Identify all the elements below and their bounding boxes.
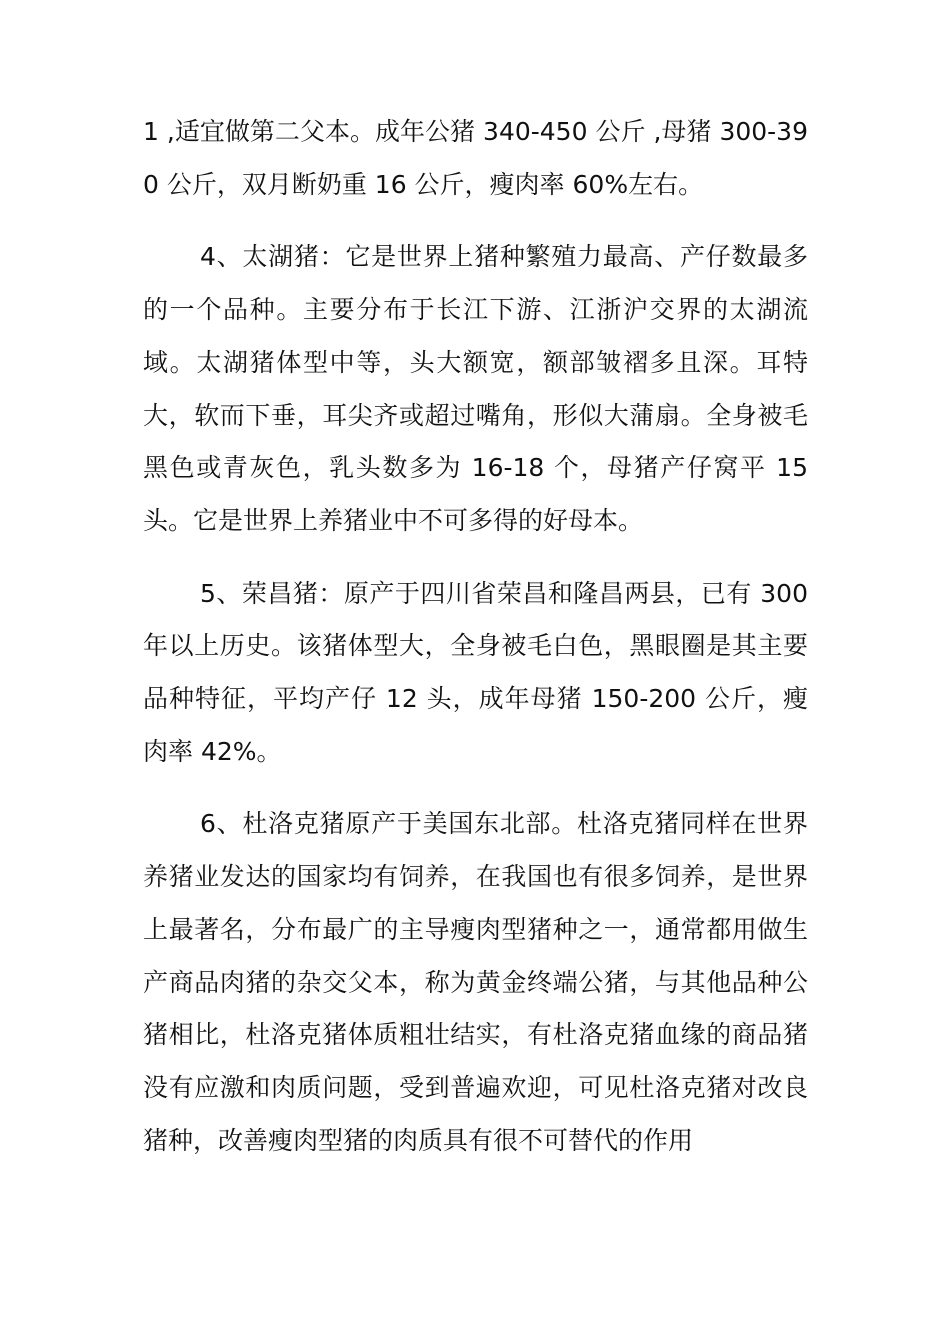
paragraph-taihu-pig: 4、太湖猪：它是世界上猪种繁殖力最高、产仔数最多的一个品种。主要分布于长江下游、江浙沪交界的太湖流域。太湖猪体型中等，头大额宽，额部皱褶多且深。耳特大，软而下垂，耳尖齐或超过嘴角，形似大蒲扇。全身被毛黑色或青灰色，乳头数多为 16-18 个，母猪产仔窝平 15 头。它是世界上养猪业中不可多得的好母本。 [143,242,808,535]
paragraph-continuation: 1 ,适宜做第二父本。成年公猪 340-450 公斤 ,母猪 300-390 公斤，双月断奶重 16 公斤，瘦肉率 60%左右。 [143,117,808,199]
paragraph-rongchang-pig: 5、荣昌猪：原产于四川省荣昌和隆昌两县，已有 300 年以上历史。该猪体型大，全身被毛白色，黑眼圈是其主要品种特征，平均产仔 12 头，成年母猪 150-200 公斤，瘦肉率 42%。 [143,578,808,766]
document-body [143,106,808,1187]
paragraph-duroc-pig: 6、杜洛克猪原产于美国东北部。杜洛克猪同样在世界养猪业发达的国家均有饲养，在我国也有很多饲养，是世界上最著名，分布最广的主导瘦肉型猪种之一，通常都用做生产商品肉猪的杂交父本，称为黄金终端公猪，与其他品种公猪相比，杜洛克猪体质粗壮结实，有杜洛克猪血缘的商品猪没有应激和肉质问题，受到普遍欢迎，可见杜洛克猪对改良猪种，改善瘦肉型猪的肉质具有很不可替代的作用 [143,809,808,1155]
